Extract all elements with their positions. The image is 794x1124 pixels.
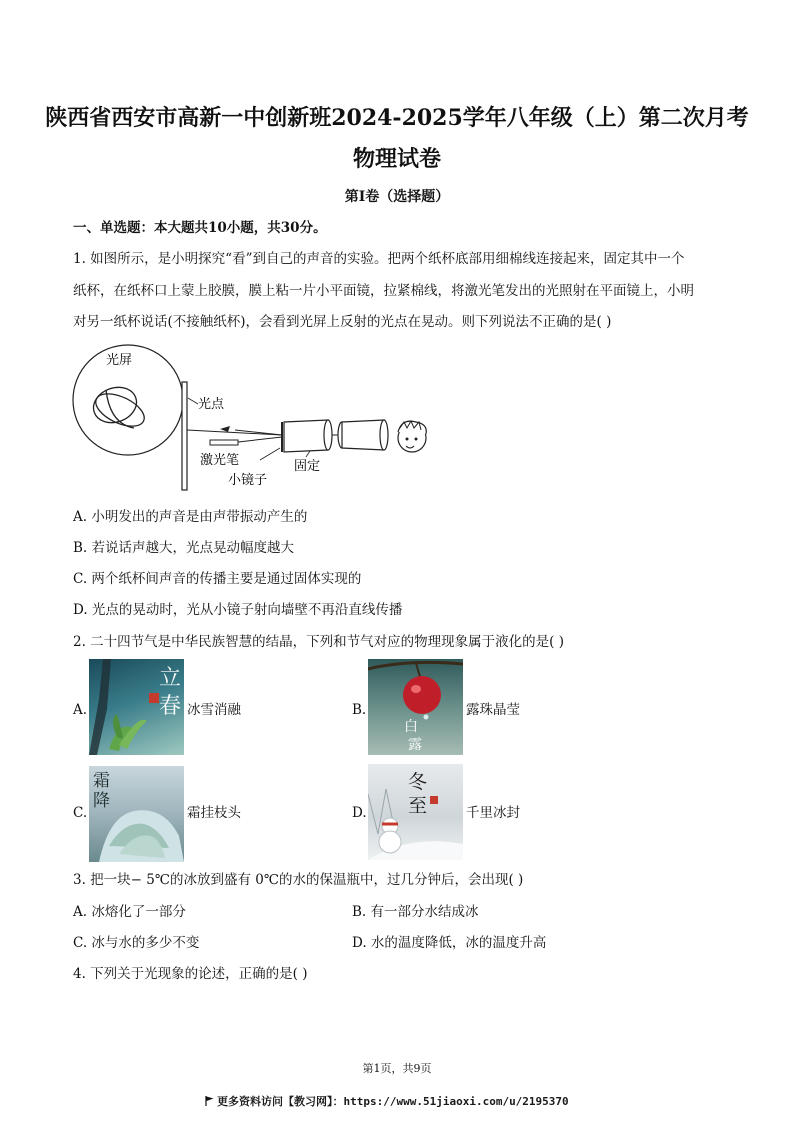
q2-option-a-image bbox=[89, 659, 184, 755]
q3-stem: 3. 把一块− 5℃的冰放到盛有 0℃的水的保温瓶中，过几分钟后，会出现( ) bbox=[73, 872, 524, 888]
document-title-line1: 陕西省西安市高新一中创新班2024-2025学年八年级（上）第二次月考 bbox=[45, 105, 749, 131]
q1-option-a: A. 小明发出的声音是由声带振动产生的 bbox=[73, 509, 308, 525]
label-screen: 光屏 bbox=[106, 353, 133, 368]
document-title-line2: 物理试卷 bbox=[352, 146, 441, 172]
q2-option-a-image-char1: 立 bbox=[159, 666, 182, 691]
q2-option-b-image bbox=[368, 659, 463, 755]
q2-option-b-image-char1: 白 bbox=[404, 719, 418, 735]
q1-option-b: B. 若说话声越大，光点晃动幅度越大 bbox=[73, 540, 295, 556]
q2-option-c-letter: C. bbox=[73, 805, 88, 821]
q1-stem-line3: 对另一纸杯说话(不接触纸杯)，会看到光屏上反射的光点在晃动。则下列说法不正确的是( ) bbox=[73, 314, 612, 330]
paper-cup-speaking bbox=[342, 420, 384, 450]
q2-option-d-image-char2: 至 bbox=[408, 795, 428, 817]
q2-option-b-text: 露珠晶莹 bbox=[466, 702, 520, 718]
section-title: 第I卷（选择题） bbox=[344, 189, 450, 205]
q1-stem-line2: 纸杯，在纸杯口上蒙上胶膜，膜上粘一片小平面镜，拉紧棉线，将激光笔发出的光照射在平面镜上，小明 bbox=[73, 283, 694, 299]
q2-option-d-letter: D. bbox=[352, 805, 367, 821]
label-spot: 光点 bbox=[198, 397, 225, 412]
footer-link[interactable] bbox=[205, 1093, 569, 1109]
q2-option-d-text: 千里冰封 bbox=[466, 805, 520, 821]
q1-option-d: D. 光点的晃动时，光从小镜子射向墙壁不再沿直线传播 bbox=[73, 602, 403, 618]
paper-cup-fixed bbox=[284, 420, 328, 452]
q2-option-b-image-char2: 露 bbox=[408, 737, 422, 753]
footer-link-text[interactable]: 更多资料访问【教习网】：https://www.51jiaoxi.com/u/2195370 bbox=[217, 1095, 569, 1108]
q1-stem-line1: 1. 如图所示，是小明探究“看”到自己的声音的实验。把两个纸杯底部用细棉线连接起来，固定其中一个 bbox=[73, 251, 685, 267]
q3-option-b: B. 有一部分水结成冰 bbox=[352, 904, 479, 920]
page-number: 第1页，共9页 bbox=[362, 1062, 432, 1075]
q2-option-c-image bbox=[89, 766, 184, 862]
q1-option-c: C. 两个纸杯间声音的传播主要是通过固体实现的 bbox=[73, 571, 362, 587]
q2-option-d-image bbox=[368, 764, 463, 860]
q2-option-c-image-char1: 霜 bbox=[93, 771, 110, 791]
label-mirror: 小镜子 bbox=[228, 473, 268, 488]
q2-stem: 2. 二十四节气是中华民族智慧的结晶，下列和节气对应的物理现象属于液化的是( ) bbox=[73, 634, 564, 650]
label-fixed: 固定 bbox=[294, 459, 321, 474]
q1-experiment-figure bbox=[70, 342, 450, 492]
q3-option-c: C. 冰与水的多少不变 bbox=[73, 935, 200, 951]
boy-face-icon bbox=[398, 421, 426, 452]
label-laser: 激光笔 bbox=[200, 453, 240, 468]
q2-option-b-letter: B. bbox=[352, 702, 367, 718]
q4-stem: 4. 下列关于光现象的论述，正确的是( ) bbox=[73, 966, 308, 982]
q3-option-a: A. 冰熔化了一部分 bbox=[73, 904, 186, 920]
q2-option-d-image-char1: 冬 bbox=[408, 771, 428, 793]
q2-option-c-image-char2: 降 bbox=[93, 791, 110, 811]
q3-option-d: D. 水的温度降低，冰的温度升高 bbox=[352, 935, 547, 951]
part-heading: 一、单选题：本大题共10小题，共30分。 bbox=[73, 220, 327, 236]
q2-option-c-text: 霜挂枝头 bbox=[187, 805, 241, 821]
q2-option-a-image-char2: 春 bbox=[159, 694, 182, 719]
flag-icon bbox=[205, 1096, 214, 1106]
wall bbox=[182, 382, 187, 490]
q2-option-a-text: 冰雪消融 bbox=[187, 702, 241, 718]
laser-pen bbox=[210, 440, 238, 445]
q2-option-a-letter: A. bbox=[73, 702, 88, 718]
